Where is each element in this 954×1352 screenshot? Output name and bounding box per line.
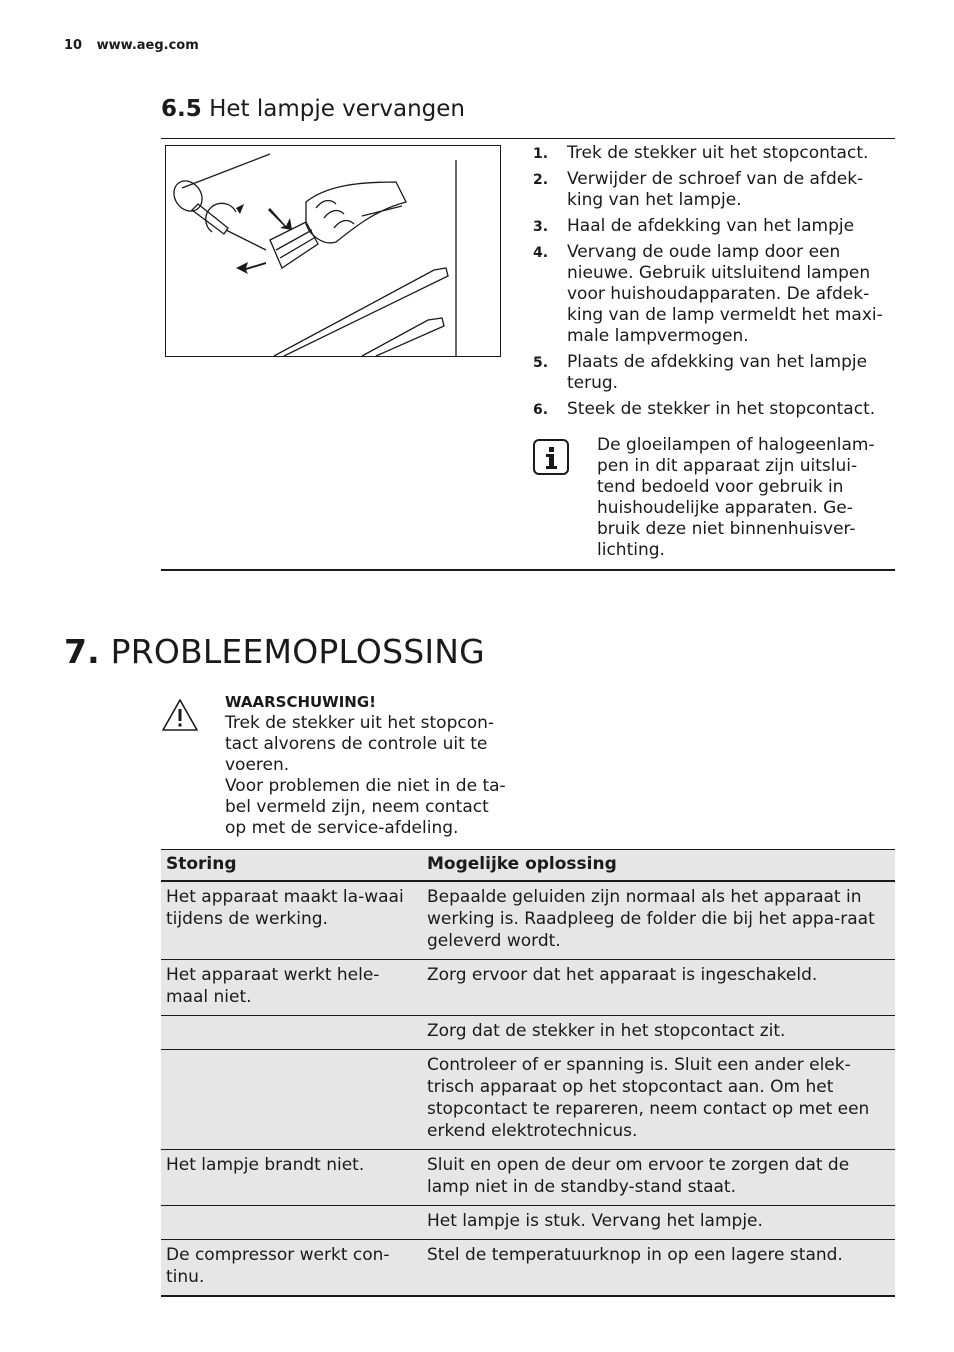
cell-oplossing: Zorg ervoor dat het apparaat is ingeschakeld.: [422, 960, 895, 1016]
column-header-storing: Storing: [161, 850, 422, 882]
cell-oplossing: Sluit en open de deur om ervoor te zorgen dat de lamp niet in de standby-stand staat.: [422, 1150, 895, 1206]
table-row: [161, 1050, 895, 1150]
site-url: www.aeg.com: [96, 38, 199, 53]
step-number: 1.: [533, 146, 549, 162]
lamp-steps-list: [533, 143, 883, 425]
step-text: Steek de stekker in het stopcontact.: [567, 399, 876, 419]
chapter-title: [64, 632, 485, 671]
warning-text-1: Trek de stekker uit het stopcon-tact alvorens de controle uit te voeren.: [225, 713, 495, 775]
list-item: [533, 352, 883, 394]
page-number: 10: [64, 38, 83, 53]
list-item: [533, 216, 883, 237]
cell-oplossing: Bepaalde geluiden zijn normaal als het apparaat in werking is. Raadpleeg de folder die bij het appa-raat geleverd wordt.: [422, 881, 895, 960]
cell-storing: [161, 1206, 422, 1240]
cell-oplossing: Zorg dat de stekker in het stopcontact zit.: [422, 1016, 895, 1050]
table-header-row: [161, 850, 895, 882]
column-header-oplossing: Mogelijke oplossing: [422, 850, 895, 882]
cell-storing: Het apparaat maakt la-waai tijdens de werking.: [161, 881, 422, 960]
step-number: 2.: [533, 172, 549, 188]
step-number: 5.: [533, 355, 549, 371]
info-text: De gloeilampen of halogeenlam-pen in dit apparaat zijn uitslui-tend bedoeld voor gebruik in huishoudelijke apparaten. Ge-bruik deze niet binnenhuisver-lichting.: [597, 435, 875, 560]
step-text: Haal de afdekking van het lampje: [567, 216, 855, 236]
info-icon: [533, 439, 569, 475]
cell-oplossing: Stel de temperatuurknop in op een lagere stand.: [422, 1240, 895, 1297]
table-row: [161, 1206, 895, 1240]
step-number: 6.: [533, 402, 549, 418]
warning-text-2: Voor problemen die niet in de ta-bel vermeld zijn, neem contact op met de service-afdeling.: [225, 776, 506, 838]
cell-storing: [161, 1050, 422, 1150]
section-title-6-5: [161, 96, 465, 122]
table-row: [161, 1240, 895, 1297]
step-text: Trek de stekker uit het stopcontact.: [567, 143, 869, 163]
table-row: [161, 1016, 895, 1050]
list-item: [533, 143, 883, 164]
troubleshooting-table: [161, 849, 895, 1297]
list-item: [533, 169, 883, 211]
table-row: [161, 1150, 895, 1206]
page-header: [64, 38, 199, 53]
cell-oplossing: Controleer of er spanning is. Sluit een ander elek-trisch apparaat op het stopcontact aan. Om het stopcontact te repareren, neem contact op met een erkend elektrotechnicus.: [422, 1050, 895, 1150]
chapter-title-text: PROBLEEMOPLOSSING: [110, 632, 485, 671]
cell-storing: Het apparaat werkt hele-maal niet.: [161, 960, 422, 1016]
section-title-text: Het lampje vervangen: [209, 96, 466, 122]
warning-title: WAARSCHUWING!: [225, 693, 377, 711]
section-top-rule: [161, 138, 895, 139]
cell-oplossing: Het lampje is stuk. Vervang het lampje.: [422, 1206, 895, 1240]
step-text: Vervang de oude lamp door een nieuwe. Gebruik uitsluitend lampen voor huishoudapparaten. De afdek-king van de lamp vermeldt het maxi-male lampvermogen.: [567, 242, 883, 346]
step-number: 4.: [533, 245, 549, 261]
step-text: Plaats de afdekking van het lampje terug.: [567, 352, 868, 393]
lamp-replacement-illustration: [165, 145, 501, 357]
step-text: Verwijder de schroef van de afdek-king van het lampje.: [567, 169, 864, 210]
section-number: 6.5: [161, 96, 202, 122]
illustration-drawing: [166, 146, 500, 356]
chapter-number: 7.: [64, 632, 100, 671]
list-item: [533, 242, 883, 347]
list-item: [533, 399, 883, 420]
table-row: [161, 881, 895, 960]
cell-storing: [161, 1016, 422, 1050]
cell-storing: Het lampje brandt niet.: [161, 1150, 422, 1206]
warning-icon: [161, 698, 199, 732]
table-row: [161, 960, 895, 1016]
step-number: 3.: [533, 219, 549, 235]
cell-storing: De compressor werkt con-tinu.: [161, 1240, 422, 1297]
warning-text: [225, 692, 515, 839]
section-bottom-rule: [161, 569, 895, 571]
